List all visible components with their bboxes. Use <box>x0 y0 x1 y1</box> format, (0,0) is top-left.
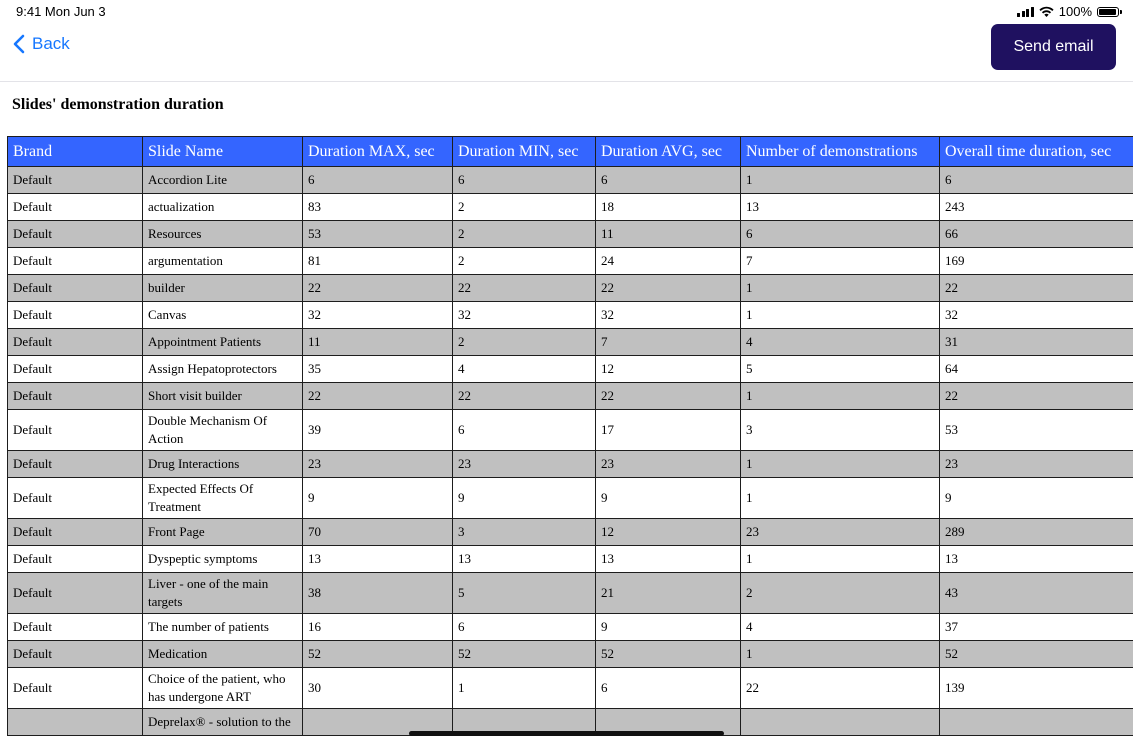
table-cell: 39 <box>303 410 453 451</box>
column-header: Duration AVG, sec <box>596 137 741 167</box>
table-cell: 5 <box>741 356 940 383</box>
table-row <box>8 451 1133 478</box>
table-cell: 22 <box>303 275 453 302</box>
table-cell: Default <box>8 383 143 410</box>
table-row <box>8 614 1133 641</box>
send-email-button[interactable]: Send email <box>991 24 1116 70</box>
back-label: Back <box>32 34 70 53</box>
table-cell: 9 <box>303 478 453 519</box>
table-cell: 6 <box>453 167 596 194</box>
table-cell: 2 <box>453 248 596 275</box>
table-cell: 23 <box>303 451 453 478</box>
table-cell: 3 <box>453 519 596 546</box>
column-header: Duration MIN, sec <box>453 137 596 167</box>
table-cell: Choice of the patient, who has undergone ART <box>143 668 303 709</box>
table-cell: 21 <box>596 573 741 614</box>
back-button[interactable] <box>12 34 70 54</box>
cellular-signal-icon <box>1017 7 1034 17</box>
table-cell: 11 <box>303 329 453 356</box>
table-cell: Default <box>8 194 143 221</box>
table-cell: 38 <box>303 573 453 614</box>
table-cell: Front Page <box>143 519 303 546</box>
table-cell: 22 <box>596 275 741 302</box>
table-cell: Dyspeptic symptoms <box>143 546 303 573</box>
table-cell: 6 <box>596 167 741 194</box>
table-cell: 22 <box>303 383 453 410</box>
table-cell: 22 <box>741 668 940 709</box>
battery-icon <box>1097 7 1119 17</box>
table-cell: 70 <box>303 519 453 546</box>
table-cell: Default <box>8 573 143 614</box>
table-cell: 12 <box>596 356 741 383</box>
table-cell: Deprelax® - solution to the <box>143 709 303 736</box>
table-cell: Default <box>8 221 143 248</box>
table-cell: Default <box>8 614 143 641</box>
table-cell: 2 <box>453 221 596 248</box>
table-cell: 12 <box>596 519 741 546</box>
table-cell: 6 <box>453 410 596 451</box>
table-cell: Default <box>8 478 143 519</box>
table-cell: 9 <box>596 614 741 641</box>
table-row <box>8 410 1133 451</box>
table-cell: 3 <box>741 410 940 451</box>
table-cell: 7 <box>596 329 741 356</box>
table-cell: 18 <box>596 194 741 221</box>
report-table-container[interactable] <box>7 136 1133 744</box>
table-cell: 11 <box>596 221 741 248</box>
table-row <box>8 167 1133 194</box>
table-cell: 4 <box>741 329 940 356</box>
report-title: Slides' demonstration duration <box>12 96 224 113</box>
home-indicator[interactable] <box>409 731 724 736</box>
table-row <box>8 573 1133 614</box>
table-cell: Default <box>8 329 143 356</box>
status-indicators <box>1017 4 1119 19</box>
table-cell: 53 <box>303 221 453 248</box>
column-header: Number of demonstrations <box>741 137 940 167</box>
table-cell: 9 <box>596 478 741 519</box>
table-cell: Double Mechanism Of Action <box>143 410 303 451</box>
table-row <box>8 248 1133 275</box>
table-cell: 37 <box>940 614 1133 641</box>
table-row <box>8 356 1133 383</box>
table-cell: 9 <box>940 478 1133 519</box>
table-cell: 35 <box>303 356 453 383</box>
status-bar <box>0 0 1133 24</box>
table-cell: Short visit builder <box>143 383 303 410</box>
table-row <box>8 329 1133 356</box>
table-cell: 22 <box>453 275 596 302</box>
table-row <box>8 302 1133 329</box>
table-cell: 6 <box>596 668 741 709</box>
table-cell: Default <box>8 641 143 668</box>
table-cell <box>940 709 1133 736</box>
table-cell: builder <box>143 275 303 302</box>
table-cell: 52 <box>940 641 1133 668</box>
table-row <box>8 641 1133 668</box>
table-cell: Accordion Lite <box>143 167 303 194</box>
table-cell: 1 <box>741 275 940 302</box>
table-cell: 83 <box>303 194 453 221</box>
battery-percent: 100% <box>1058 4 1092 19</box>
table-cell: Default <box>8 248 143 275</box>
table-cell: 64 <box>940 356 1133 383</box>
table-cell: 23 <box>741 519 940 546</box>
table-cell: 1 <box>741 546 940 573</box>
column-header: Overall time duration, sec <box>940 137 1133 167</box>
table-cell: 81 <box>303 248 453 275</box>
table-cell: 31 <box>940 329 1133 356</box>
battery-level <box>1099 9 1116 15</box>
column-header: Slide Name <box>143 137 303 167</box>
table-cell: 53 <box>940 410 1133 451</box>
table-cell: 6 <box>453 614 596 641</box>
table-cell: actualization <box>143 194 303 221</box>
table-row <box>8 221 1133 248</box>
table-cell: 1 <box>741 478 940 519</box>
column-header: Brand <box>8 137 143 167</box>
table-cell: 13 <box>303 546 453 573</box>
table-cell: 23 <box>453 451 596 478</box>
table-cell: 52 <box>596 641 741 668</box>
table-cell: 24 <box>596 248 741 275</box>
table-cell: 1 <box>741 641 940 668</box>
table-cell: 32 <box>596 302 741 329</box>
table-cell: Appointment Patients <box>143 329 303 356</box>
table-cell: 1 <box>741 451 940 478</box>
table-cell: Default <box>8 451 143 478</box>
table-cell: Default <box>8 356 143 383</box>
table-cell: 1 <box>741 383 940 410</box>
table-cell: Liver - one of the main targets <box>143 573 303 614</box>
table-row <box>8 275 1133 302</box>
table-cell: 32 <box>453 302 596 329</box>
table-row <box>8 668 1133 709</box>
table-row <box>8 194 1133 221</box>
table-cell: 22 <box>940 275 1133 302</box>
table-cell: 2 <box>453 194 596 221</box>
status-time: 9:41 Mon Jun 3 <box>16 4 106 19</box>
table-cell: 13 <box>940 546 1133 573</box>
table-row <box>8 546 1133 573</box>
table-cell: Expected Effects Of Treatment <box>143 478 303 519</box>
table-row <box>8 519 1133 546</box>
table-cell: Default <box>8 668 143 709</box>
navigation-bar <box>0 24 1133 82</box>
table-cell: Medication <box>143 641 303 668</box>
table-cell: 2 <box>453 329 596 356</box>
table-row <box>8 478 1133 519</box>
table-body <box>8 167 1133 736</box>
table-row <box>8 383 1133 410</box>
table-cell: 22 <box>453 383 596 410</box>
table-cell: argumentation <box>143 248 303 275</box>
table-cell: 23 <box>940 451 1133 478</box>
table-cell: 23 <box>596 451 741 478</box>
table-cell: 52 <box>303 641 453 668</box>
table-cell: 66 <box>940 221 1133 248</box>
table-cell: 4 <box>453 356 596 383</box>
column-header: Duration MAX, sec <box>303 137 453 167</box>
table-cell: Default <box>8 519 143 546</box>
table-cell: Drug Interactions <box>143 451 303 478</box>
table-cell <box>8 709 143 736</box>
table-cell: The number of patients <box>143 614 303 641</box>
table-cell: 32 <box>303 302 453 329</box>
table-cell: 1 <box>741 302 940 329</box>
table-cell: Canvas <box>143 302 303 329</box>
table-cell: 4 <box>741 614 940 641</box>
table-cell: 43 <box>940 573 1133 614</box>
table-cell: 7 <box>741 248 940 275</box>
table-cell <box>741 709 940 736</box>
table-cell: 13 <box>741 194 940 221</box>
table-cell: 22 <box>596 383 741 410</box>
table-cell: 13 <box>453 546 596 573</box>
table-cell: 139 <box>940 668 1133 709</box>
table-cell: 6 <box>741 221 940 248</box>
table-cell: 17 <box>596 410 741 451</box>
table-cell: 6 <box>940 167 1133 194</box>
table-cell: 1 <box>453 668 596 709</box>
table-cell: 2 <box>741 573 940 614</box>
table-cell: 16 <box>303 614 453 641</box>
table-cell: 13 <box>596 546 741 573</box>
table-cell: Default <box>8 546 143 573</box>
table-cell: Default <box>8 167 143 194</box>
wifi-icon <box>1039 6 1054 17</box>
table-cell: 52 <box>453 641 596 668</box>
table-cell: Default <box>8 275 143 302</box>
table-cell: Resources <box>143 221 303 248</box>
table-cell: 5 <box>453 573 596 614</box>
table-cell: 9 <box>453 478 596 519</box>
table-cell: 22 <box>940 383 1133 410</box>
table-cell: 169 <box>940 248 1133 275</box>
chevron-left-icon <box>12 34 26 54</box>
table-cell: Assign Hepatoprotectors <box>143 356 303 383</box>
table-header-row <box>8 137 1133 167</box>
table-cell: 30 <box>303 668 453 709</box>
table-cell: 32 <box>940 302 1133 329</box>
table-cell: 6 <box>303 167 453 194</box>
report-table <box>7 136 1133 736</box>
table-cell: 243 <box>940 194 1133 221</box>
table-cell: 289 <box>940 519 1133 546</box>
table-cell: Default <box>8 302 143 329</box>
table-cell: 1 <box>741 167 940 194</box>
table-cell: Default <box>8 410 143 451</box>
